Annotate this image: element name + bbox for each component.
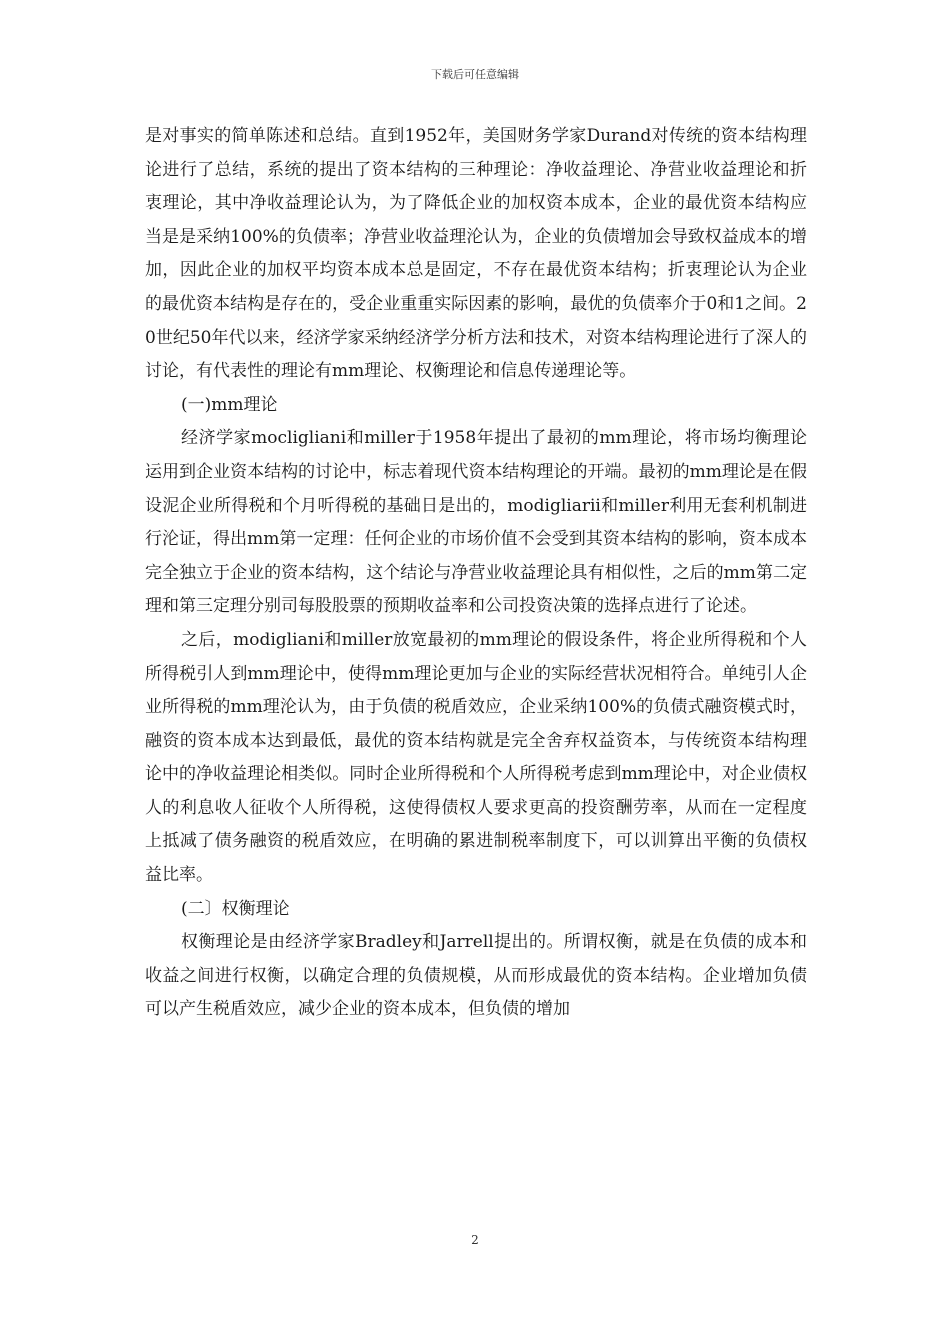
- page-header-note: 下载后可任意编辑: [431, 68, 519, 81]
- paragraph-mm-taxes: 之后，modigliani和miller放宽最初的mm理论的假设条件，将企业所得税和个人所得税引人到mm理论中，使得mm理论更加与企业的实际经营状况相符合。单纯引人企业所得税的mm理沦认为，由于负债的税盾效应，企业采纳100%的负债式融资模式时，融资的资本成本达到最低，最优的资本结构就是完全舍弃权益资本，与传统资本结构理论中的净收益理论相类似。同时企业所得税和个人所得税考虑到mm理论中，对企业债权人的利息收人征收个人所得税，这使得债权人要求更高的投资酬劳率，从而在一定程度上抵减了债务融资的税盾效应，在明确的累进制税率制度下，可以训算出平衡的负债权益比率。: [145, 629, 807, 886]
- section-heading-tradeoff-theory: (二〕权衡理论: [181, 898, 290, 919]
- paragraph-mm-original: 经济学家mocligliani和miller于1958年提出了最初的mm理论，将市场均衡理论运用到企业资本结构的讨论中，标志着现代资本结构理论的开端。最初的mm理论是在假设泥企业所得税和个月听得税的基础日是出的，modigliarii和miller利用无套利机制进行沦证，得出mm第一定理：任何企业的市场价值不会受到其资本结构的影响，资本成本完全独立于企业的资本结构，这个结论与净营业收益理论具有相似性，之后的mm第二定理和第三定理分别司每股股票的预期收益率和公司投资决策的选择点进行了论述。: [145, 428, 807, 617]
- page-number: 2: [471, 1233, 479, 1247]
- paragraph-tradeoff: 权衡理论是由经济学家Bradley和Jarrell提出的。所谓权衡，就是在负债的成本和收益之间进行权衡，以确定合理的负债规模，从而形成最优的资本结构。企业增加负债可以产生税盾效应，减少企业的资本成本，但负债的增加: [145, 932, 807, 1020]
- document-body: [145, 120, 807, 1027]
- paragraph-durand-theories: 是对事实的简单陈述和总结。直到1952年，美国财务学家Durand对传统的资本结构理论进行了总结，系统的提出了资本结构的三种理论：净收益理论、净营业收益理论和折衷理论，其中净收益理论认为，为了降低企业的加权资本成本，企业的最优资本结构应当是是采纳100%的负债率；净营业收益理沦认为，企业的负债增加会导致权益成本的增加，因此企业的加权平均资本成本总是固定，不存在最优资本结构；折衷理论认为企业的最优资本结构是存在的，受企业重重实际因素的影响，最优的负债率介于0和1之间。20世纪50年代以来，经济学家采纳经济学分析方法和技术，对资本结构理论进行了深人的讨论，有代表性的理论有mm理论、权衡理论和信息传递理论等。: [145, 126, 807, 382]
- section-heading-mm-theory: (一)mm理论: [181, 394, 278, 415]
